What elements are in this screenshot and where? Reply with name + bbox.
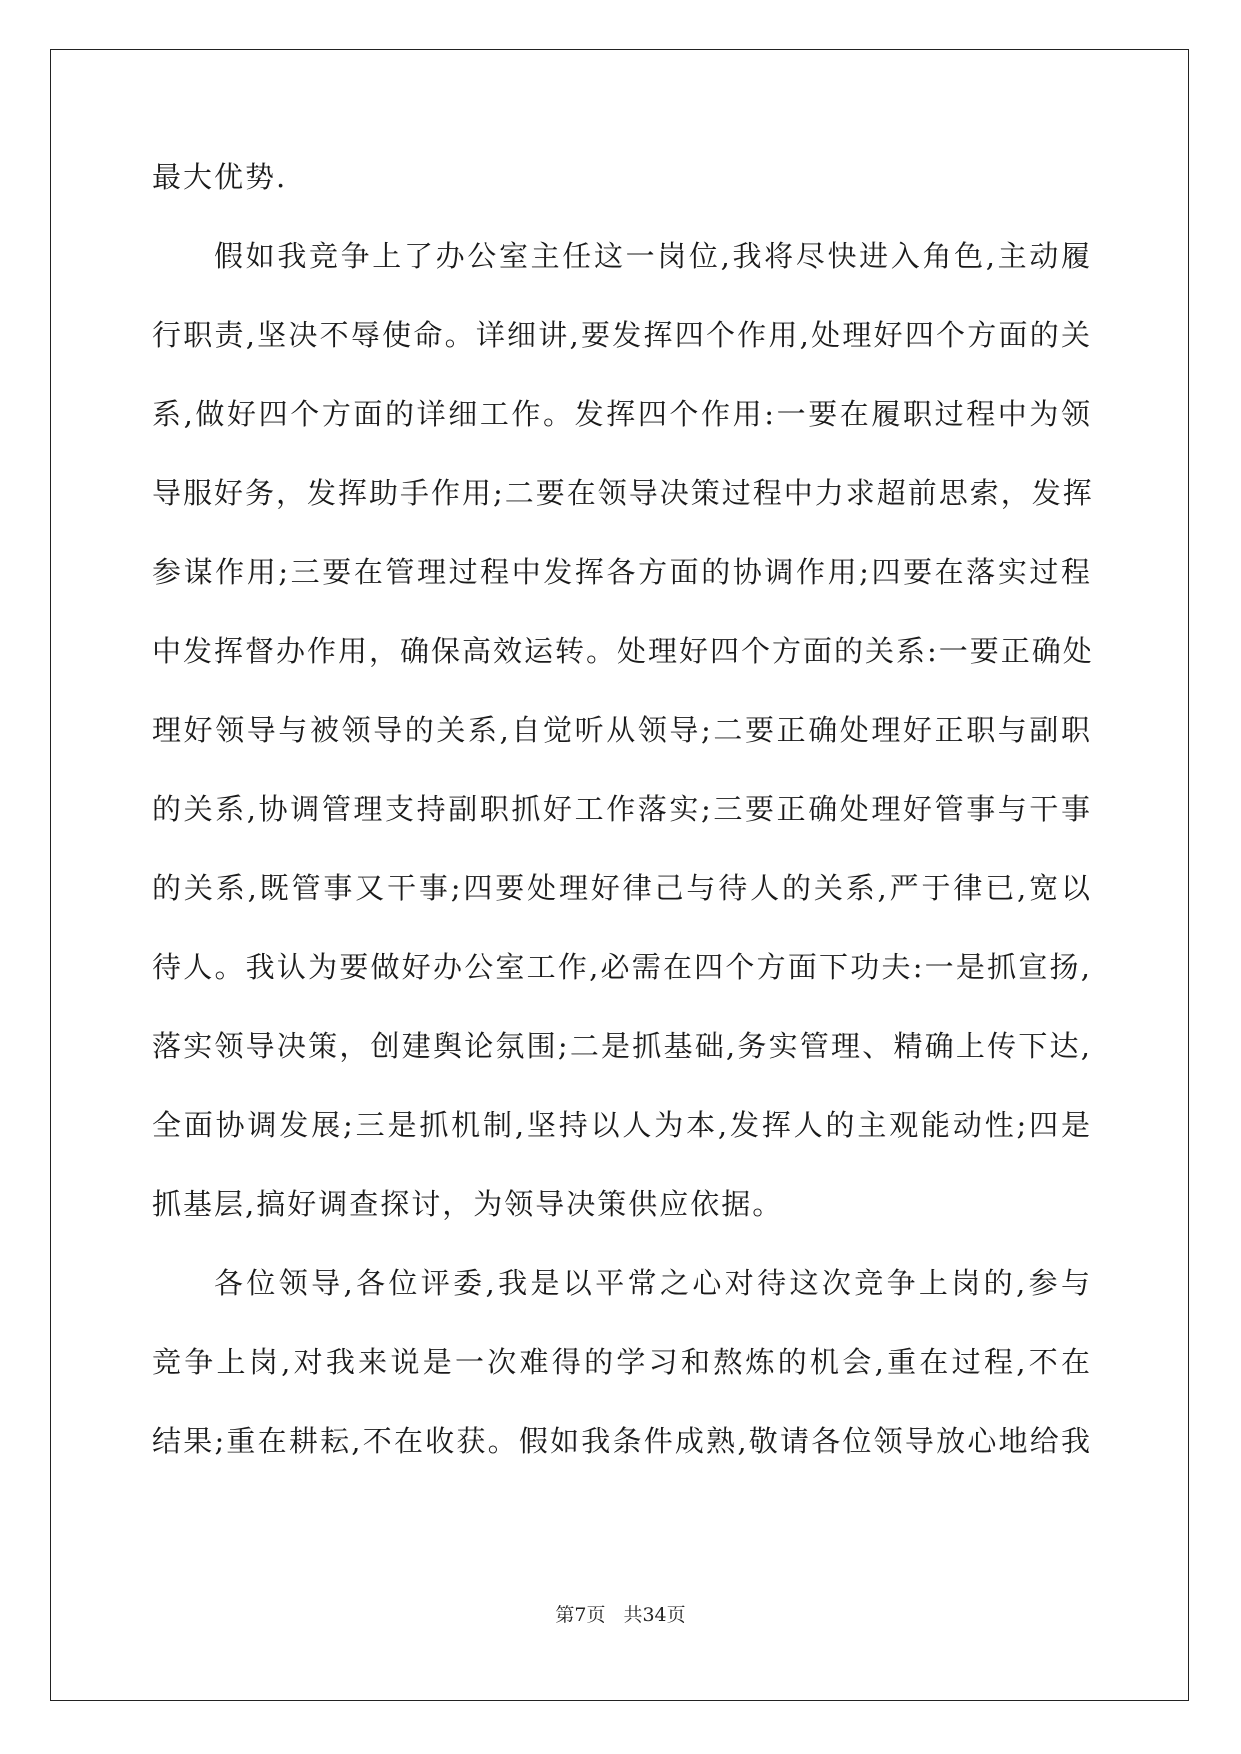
page-footer	[0, 1600, 1241, 1627]
text-line: 的关系,协调管理支持副职抓好工作落实;三要正确处理好管事与干事	[152, 792, 1092, 826]
text-line: 最大优势.	[152, 160, 288, 194]
text-line: 的关系,既管事又干事;四要处理好律己与待人的关系,严于律已,宽以	[152, 871, 1092, 905]
text-line: 中发挥督办作用，确保高效运转。处理好四个方面的关系:一要正确处	[152, 634, 1094, 668]
text-line: 待人。我认为要做好办公室工作,必需在四个方面下功夫:一是抓宣扬,	[152, 950, 1092, 984]
text-line: 理好领导与被领导的关系,自觉听从领导;二要正确处理好正职与副职	[152, 713, 1092, 747]
page-total: 共34页	[623, 1604, 686, 1626]
text-line: 系,做好四个方面的详细工作。发挥四个作用:一要在履职过程中为领	[152, 397, 1092, 431]
text-line: 竞争上岗,对我来说是一次难得的学习和熬炼的机会,重在过程,不在	[152, 1345, 1092, 1379]
text-line: 导服好务，发挥助手作用;二要在领导决策过程中力求超前思索，发挥	[152, 476, 1094, 510]
text-line: 结果;重在耕耘,不在收获。假如我条件成熟,敬请各位领导放心地给我	[152, 1424, 1092, 1458]
text-line: 行职责,坚决不辱使命。详细讲,要发挥四个作用,处理好四个方面的关	[152, 318, 1092, 352]
text-line: 各位领导,各位评委,我是以平常之心对待这次竞争上岗的,参与	[214, 1266, 1092, 1300]
text-line: 全面协调发展;三是抓机制,坚持以人为本,发挥人的主观能动性;四是	[152, 1108, 1092, 1142]
text-line: 抓基层,搞好调查探讨，为领导决策供应依据。	[152, 1187, 784, 1221]
text-line: 假如我竞争上了办公室主任这一岗位,我将尽快进入角色,主动履	[214, 239, 1092, 273]
text-line: 参谋作用;三要在管理过程中发挥各方面的协调作用;四要在落实过程	[152, 555, 1092, 589]
text-line: 落实领导决策，创建舆论氛围;二是抓基础,务实管理、精确上传下达,	[152, 1029, 1092, 1063]
document-body	[152, 160, 1092, 1503]
page-number: 第7页	[555, 1604, 606, 1626]
